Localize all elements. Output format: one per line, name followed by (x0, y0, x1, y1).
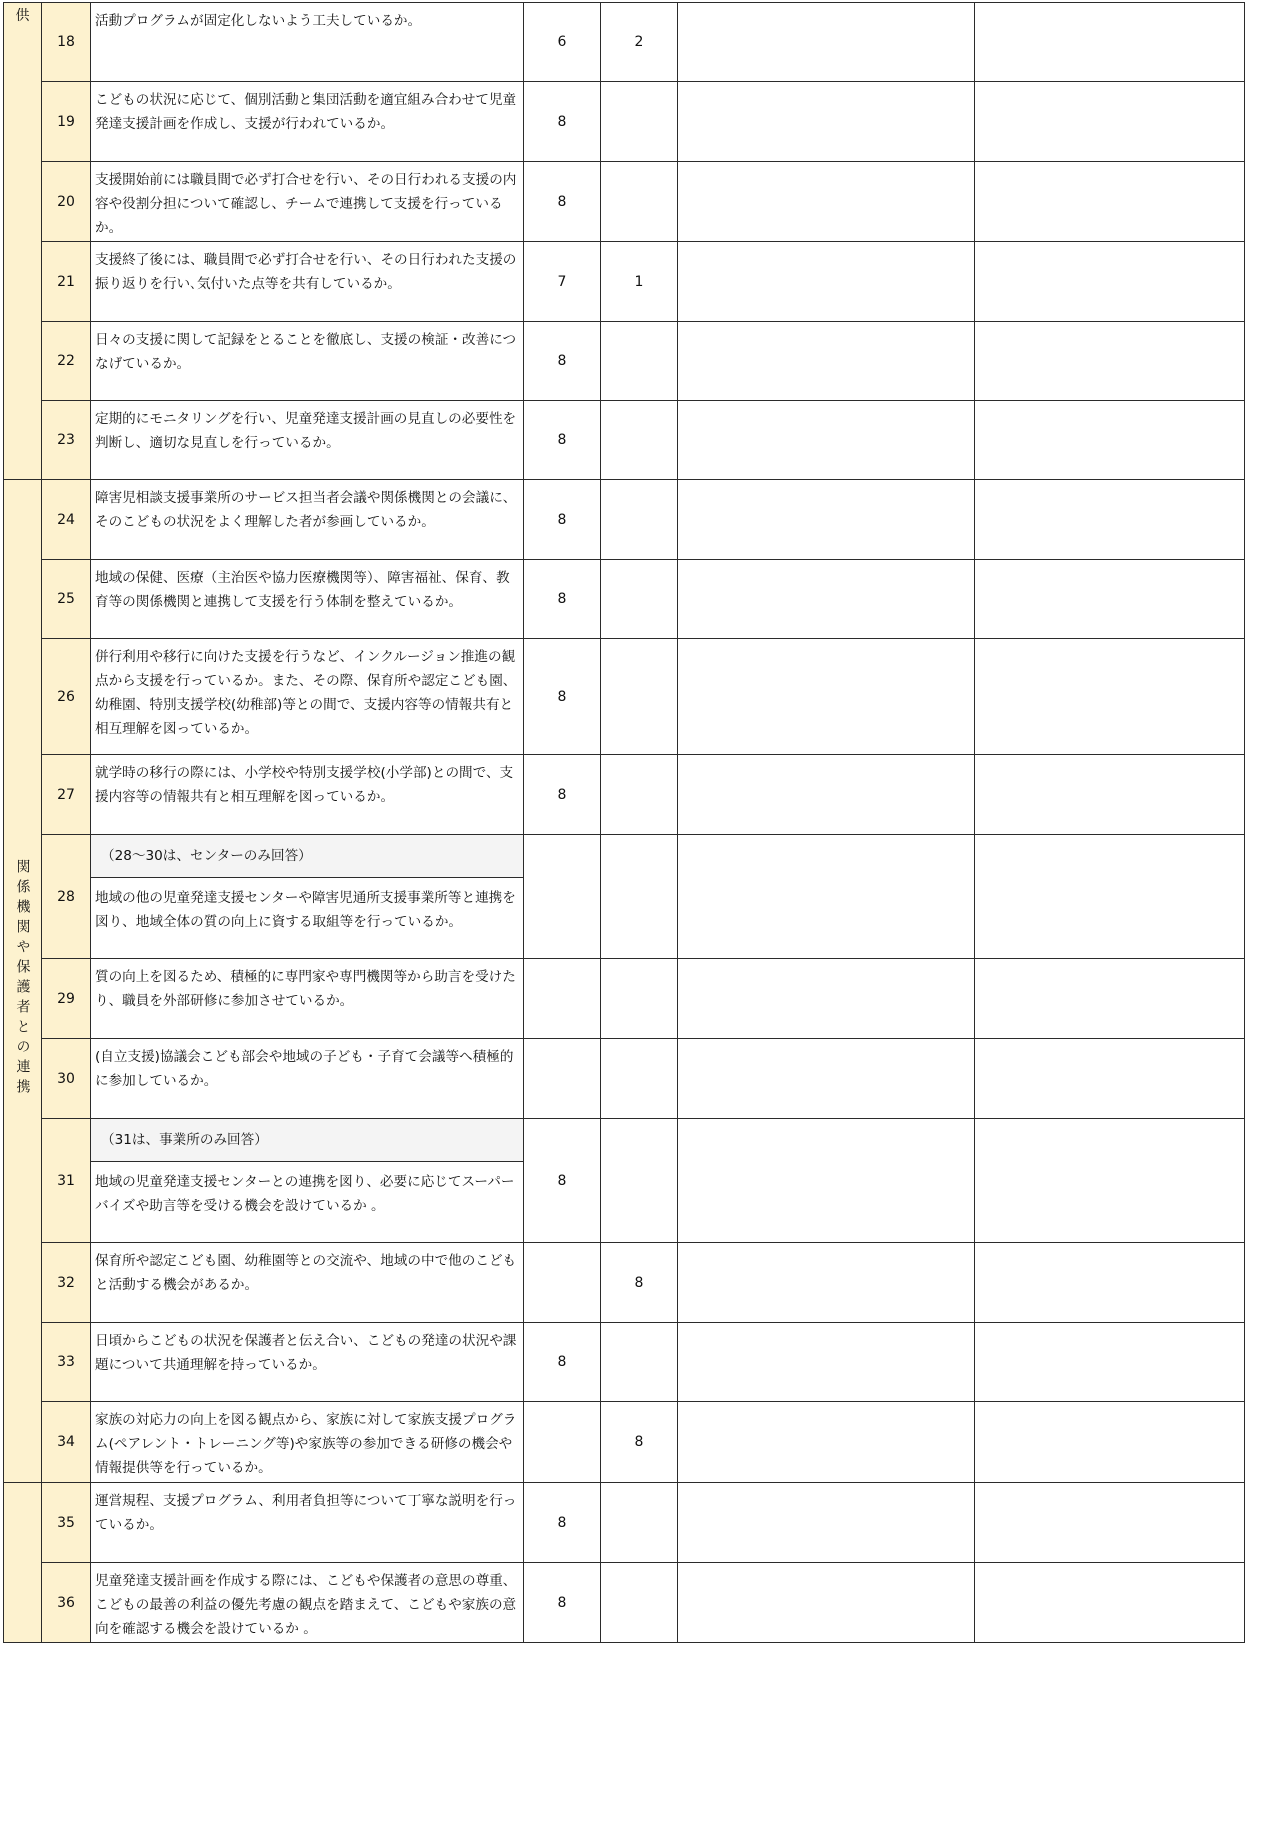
question-cell (91, 242, 524, 322)
yes-count: 7 (524, 242, 601, 322)
question-text: 家族の対応力の向上を図る観点から、家族に対して家族支援プログラム(ペアレント・トレーニング等)や家族等の参加できる研修の機会や情報提供等を行っているか。 (95, 1412, 517, 1476)
item-number: 25 (42, 560, 91, 639)
no-count (601, 82, 678, 162)
no-count: 2 (601, 3, 678, 82)
improvement-cell (975, 322, 1245, 401)
table-row (4, 480, 1245, 560)
question-cell (91, 755, 524, 835)
yes-count: 8 (524, 560, 601, 639)
table-row (4, 3, 1245, 82)
question-cell (91, 3, 524, 82)
question-cell (91, 1483, 524, 1563)
improvement-cell (975, 639, 1245, 755)
question-cell (91, 959, 524, 1039)
table-row (4, 242, 1245, 322)
comment-cell (678, 1323, 975, 1402)
item-number: 36 (42, 1563, 91, 1643)
table-row (4, 1323, 1245, 1402)
yes-count: 6 (524, 3, 601, 82)
improvement-cell (975, 835, 1245, 959)
comment-cell (678, 242, 975, 322)
comment-cell (678, 755, 975, 835)
question-text: 地域の他の児童発達支援センターや障害児通所支援事業所等と連携を図り、地域全体の質の向上に資する取組等を行っているか。 (95, 890, 516, 930)
yes-count: 8 (524, 1563, 601, 1643)
no-count (601, 1039, 678, 1119)
no-count (601, 162, 678, 242)
question-text: 日々の支援に関して記録をとることを徹底し、支援の検証・改善につなげているか。 (95, 332, 517, 372)
table-row (4, 401, 1245, 480)
no-count (601, 755, 678, 835)
table-row (4, 835, 1245, 959)
improvement-cell (975, 1119, 1245, 1243)
question-cell (91, 82, 524, 162)
no-count (601, 1119, 678, 1243)
table-row (4, 82, 1245, 162)
yes-count: 8 (524, 639, 601, 755)
question-cell (91, 1323, 524, 1402)
yes-count: 8 (524, 1323, 601, 1402)
table-row (4, 1563, 1245, 1643)
yes-count (524, 1039, 601, 1119)
question-text: 質の向上を図るため、積極的に専門家や専門機関等から助言を受けたり、職員を外部研修に参加させているか。 (95, 969, 516, 1009)
no-count (601, 959, 678, 1039)
no-count (601, 480, 678, 560)
comment-cell (678, 1563, 975, 1643)
no-count (601, 1483, 678, 1563)
no-count (601, 560, 678, 639)
comment-cell (678, 639, 975, 755)
question-cell (91, 560, 524, 639)
improvement-cell (975, 755, 1245, 835)
item-number: 33 (42, 1323, 91, 1402)
question-cell (91, 1119, 524, 1243)
table-row (4, 639, 1245, 755)
no-count (601, 1323, 678, 1402)
category-cell-bottom (4, 1483, 42, 1643)
comment-cell (678, 560, 975, 639)
question-text: 地域の保健、医療（主治医や協力医療機関等）、障害福祉、保育、教育等の関係機関と連携して支援を行う体制を整えているか。 (95, 570, 510, 610)
item-number: 20 (42, 162, 91, 242)
yes-count (524, 959, 601, 1039)
item-number: 18 (42, 3, 91, 82)
question-text: 児童発達支援計画を作成する際には、こどもや保護者の意思の尊重、こどもの最善の利益の優先考慮の観点を踏まえて、こどもや家族の意向を確認する機会を設けているか 。 (95, 1573, 517, 1637)
item-number: 24 (42, 480, 91, 560)
question-text: 保育所や認定こども園、幼稚園等との交流や、地域の中で他のこどもと活動する機会があるか。 (95, 1253, 517, 1293)
item-number: 30 (42, 1039, 91, 1119)
table-row (4, 322, 1245, 401)
comment-cell (678, 1119, 975, 1243)
improvement-cell (975, 1243, 1245, 1323)
item-number: 19 (42, 82, 91, 162)
category-cell-top (4, 3, 42, 480)
question-text: 就学時の移行の際には、小学校や特別支援学校(小学部)との間で、支援内容等の情報共有と相互理解を図っているか。 (95, 765, 514, 805)
improvement-cell (975, 3, 1245, 82)
question-cell (91, 1563, 524, 1643)
item-number: 32 (42, 1243, 91, 1323)
category-label-coordination: 関係機関や保護者との連携 (14, 859, 31, 1099)
question-text: 日頃からこどもの状況を保護者と伝え合い、こどもの発達の状況や課題について共通理解を持っているか。 (95, 1333, 517, 1373)
improvement-cell (975, 401, 1245, 480)
question-cell (91, 480, 524, 560)
yes-count (524, 1243, 601, 1323)
comment-cell (678, 835, 975, 959)
improvement-cell (975, 1563, 1245, 1643)
improvement-cell (975, 1323, 1245, 1402)
table-row (4, 162, 1245, 242)
question-text: (自立支援)協議会こども部会や地域の子ども・子育て会議等へ積極的に参加しているか。 (95, 1049, 514, 1089)
table-row (4, 1243, 1245, 1323)
comment-cell (678, 401, 975, 480)
item-number: 31 (42, 1119, 91, 1243)
yes-count: 8 (524, 1483, 601, 1563)
question-cell (91, 1243, 524, 1323)
table-row (4, 755, 1245, 835)
item-number: 29 (42, 959, 91, 1039)
no-count: 8 (601, 1243, 678, 1323)
yes-count: 8 (524, 1119, 601, 1243)
item-number: 35 (42, 1483, 91, 1563)
table-row (4, 1119, 1245, 1243)
improvement-cell (975, 560, 1245, 639)
question-text: 運営規程、支援プログラム、利用者負担等について丁寧な説明を行っているか。 (95, 1493, 517, 1533)
improvement-cell (975, 242, 1245, 322)
comment-cell (678, 1039, 975, 1119)
item-number: 26 (42, 639, 91, 755)
yes-count: 8 (524, 322, 601, 401)
comment-cell (678, 1402, 975, 1483)
yes-count: 8 (524, 82, 601, 162)
yes-count: 8 (524, 162, 601, 242)
improvement-cell (975, 162, 1245, 242)
no-count (601, 639, 678, 755)
question-cell (91, 401, 524, 480)
question-text: 支援開始前には職員間で必ず打合せを行い、その日行われる支援の内容や役割分担について確認し、チームで連携して支援を行っているか。 (95, 172, 517, 236)
question-text: 障害児相談支援事業所のサービス担当者会議や関係機関との会議に、そのこどもの状況をよく理解した者が参画しているか。 (95, 490, 517, 530)
table-row (4, 959, 1245, 1039)
no-count (601, 835, 678, 959)
improvement-cell (975, 1402, 1245, 1483)
question-cell (91, 835, 524, 959)
yes-count: 8 (524, 480, 601, 560)
no-count: 1 (601, 242, 678, 322)
question-text: 定期的にモニタリングを行い、児童発達支援計画の見直しの必要性を判断し、適切な見直しを行っているか。 (95, 411, 517, 451)
answer-scope-note: （31は、事業所のみ回答） (91, 1119, 523, 1162)
table-row (4, 1483, 1245, 1563)
question-text: こどもの状況に応じて、個別活動と集団活動を適宜組み合わせて児童発達支援計画を作成し、支援が行われているか。 (95, 92, 517, 132)
comment-cell (678, 322, 975, 401)
comment-cell (678, 3, 975, 82)
item-number: 34 (42, 1402, 91, 1483)
improvement-cell (975, 82, 1245, 162)
no-count: 8 (601, 1402, 678, 1483)
question-cell (91, 1039, 524, 1119)
yes-count: 8 (524, 755, 601, 835)
table-row (4, 1039, 1245, 1119)
yes-count (524, 1402, 601, 1483)
question-cell (91, 639, 524, 755)
question-text: 活動プログラムが固定化しないよう工夫しているか。 (95, 13, 422, 29)
item-number: 23 (42, 401, 91, 480)
yes-count (524, 835, 601, 959)
item-number: 27 (42, 755, 91, 835)
improvement-cell (975, 959, 1245, 1039)
question-text: 地域の児童発達支援センターとの連携を図り、必要に応じてスーパーバイズや助言等を受ける機会を設けているか 。 (95, 1174, 515, 1214)
no-count (601, 322, 678, 401)
category-label-top: 供 (15, 8, 30, 24)
improvement-cell (975, 1039, 1245, 1119)
question-text: 支援終了後には、職員間で必ず打合せを行い、その日行われた支援の振り返りを行い､気付いた点等を共有しているか。 (95, 252, 517, 292)
yes-count: 8 (524, 401, 601, 480)
table-row (4, 560, 1245, 639)
improvement-cell (975, 480, 1245, 560)
comment-cell (678, 82, 975, 162)
comment-cell (678, 959, 975, 1039)
question-cell (91, 1402, 524, 1483)
comment-cell (678, 162, 975, 242)
category-cell-coordination (4, 480, 42, 1483)
no-count (601, 1563, 678, 1643)
answer-scope-note: （28～30は、センターのみ回答） (91, 835, 523, 878)
comment-cell (678, 480, 975, 560)
comment-cell (678, 1483, 975, 1563)
question-cell (91, 162, 524, 242)
item-number: 28 (42, 835, 91, 959)
item-number: 22 (42, 322, 91, 401)
item-number: 21 (42, 242, 91, 322)
no-count (601, 401, 678, 480)
table-row (4, 1402, 1245, 1483)
question-text: 併行利用や移行に向けた支援を行うなど、インクルージョン推進の観点から支援を行っているか。また、その際、保育所や認定こども園、幼稚園、特別支援学校(幼稚部)等との間で、支援内容等の情報共有と相互理解を図っているか。 (95, 649, 517, 737)
evaluation-table (3, 2, 1245, 1643)
question-cell (91, 322, 524, 401)
comment-cell (678, 1243, 975, 1323)
improvement-cell (975, 1483, 1245, 1563)
